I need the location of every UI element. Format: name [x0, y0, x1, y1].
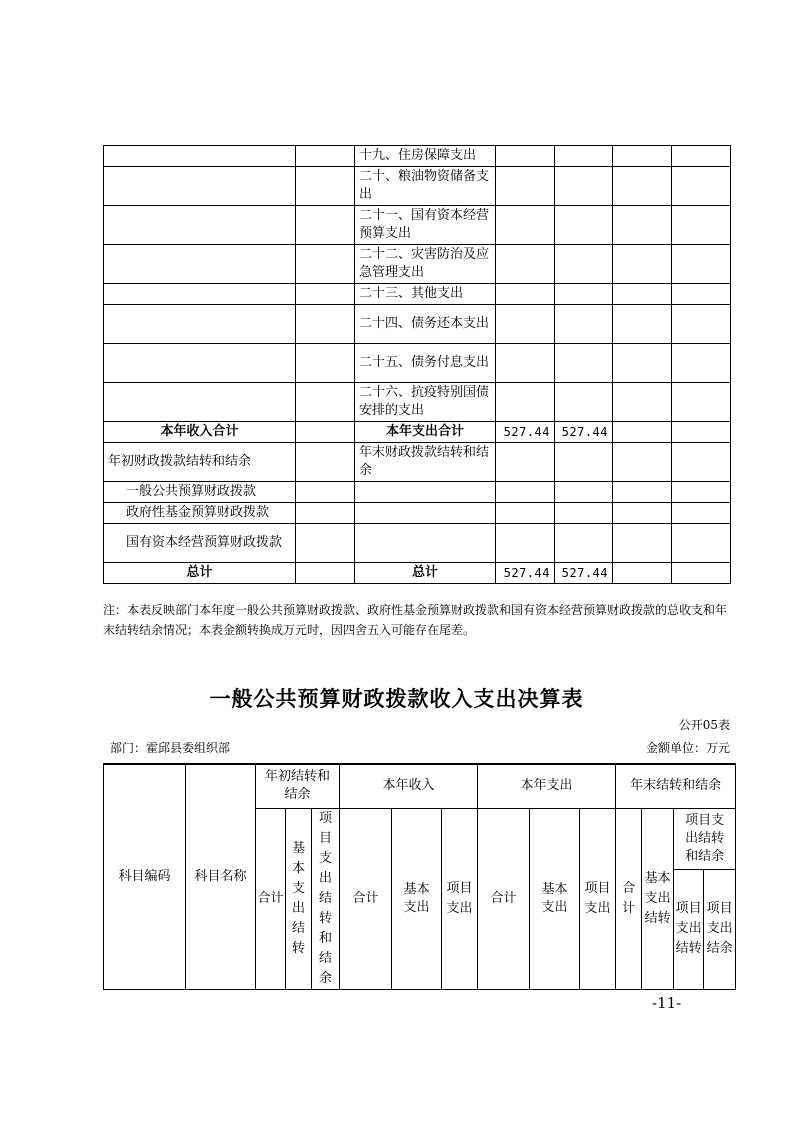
- expense-project-header: 项目支出: [580, 808, 616, 989]
- expense-item: 二十、粮油物资储备支出: [355, 167, 496, 206]
- end-project-carry-balance-header: 项目支出结转和结余: [674, 808, 736, 870]
- general-budget-table-header: [103, 763, 736, 990]
- expense-total-value-2: 527.44: [555, 422, 613, 443]
- department-label: 部门：霍邱县委组织部: [110, 741, 231, 755]
- expense-item: 二十一、国有资本经营预算支出: [355, 206, 496, 245]
- table-row: [104, 305, 731, 344]
- expense-header: 本年支出: [478, 764, 616, 808]
- table-row: [104, 167, 731, 206]
- begin-balance-header: 年初结转和结余: [256, 764, 340, 808]
- expense-item: 二十四、债务还本支出: [355, 305, 496, 344]
- expense-basic-header: 基本支出: [530, 808, 580, 989]
- grand-total-value: 527.44: [496, 563, 555, 584]
- table-row: 国有资本经营预算财政拨款: [104, 524, 731, 563]
- expense-item: 二十六、抗疫特别国债安排的支出: [355, 383, 496, 422]
- table-row: [104, 563, 731, 584]
- table-row: 政府性基金预算财政拨款: [104, 503, 731, 524]
- end-total-header: 合计: [616, 808, 642, 989]
- expense-item: 二十五、债务付息支出: [355, 344, 496, 383]
- grand-total-value-2: 527.44: [555, 563, 613, 584]
- end-project-balance-header: 项目支出结余: [704, 870, 736, 989]
- subject-code-header: 科目编码: [104, 764, 186, 989]
- table-row: 年初财政拨款结转和结余 年末财政拨款结转和结余: [104, 443, 731, 482]
- end-balance-header: 年末结转和结余: [616, 764, 736, 808]
- income-project-header: 项目支出: [442, 808, 478, 989]
- expense-item: 二十二、灾害防治及应急管理支出: [355, 245, 496, 284]
- expense-total-value: 527.44: [496, 422, 555, 443]
- amount-unit-label: 金额单位：万元: [645, 741, 730, 755]
- table-row: [104, 422, 731, 443]
- subject-name-header: 科目名称: [186, 764, 256, 989]
- begin-basic-carry-header: 基本支出结转: [286, 808, 312, 989]
- end-basic-carry-header: 基本支出结转: [642, 808, 674, 989]
- table-note: 注：本表反映部门本年度一般公共预算财政拨款、政府性基金预算财政拨款和国有资本经营预算财政拨款的总收支和年末结转结余情况；本表金额转换成万元时，因四舍五入可能存在尾差。: [103, 603, 728, 637]
- table-row: [104, 245, 731, 284]
- table-row: [104, 383, 731, 422]
- income-total-label: 本年收入合计: [104, 422, 296, 443]
- begin-total-header: 合计: [256, 808, 286, 989]
- table-row: [104, 284, 731, 305]
- end-project-carry-header: 项目支出结转: [674, 870, 704, 989]
- expense-item: 十九、住房保障支出: [355, 146, 496, 167]
- fiscal-summary-table: [103, 145, 731, 584]
- expense-item: 二十三、其他支出: [355, 284, 496, 305]
- income-total-header: 合计: [340, 808, 392, 989]
- table-row: [104, 206, 731, 245]
- form-code: 公开05表: [678, 718, 730, 732]
- table-row: [104, 344, 731, 383]
- grand-total-label-2: 总计: [355, 563, 496, 584]
- page-number: -11-: [652, 994, 682, 1012]
- income-basic-header: 基本支出: [392, 808, 442, 989]
- begin-project-carry-balance-header: 项目支出结转和结余: [312, 808, 340, 989]
- income-header: 本年收入: [340, 764, 478, 808]
- expense-total-label: 本年支出合计: [355, 422, 496, 443]
- grand-total-label: 总计: [104, 563, 296, 584]
- page-title: 一般公共预算财政拨款收入支出决算表: [209, 687, 584, 711]
- table-row: [104, 146, 731, 167]
- expense-total-header: 合计: [478, 808, 530, 989]
- table-row: 一般公共预算财政拨款: [104, 482, 731, 503]
